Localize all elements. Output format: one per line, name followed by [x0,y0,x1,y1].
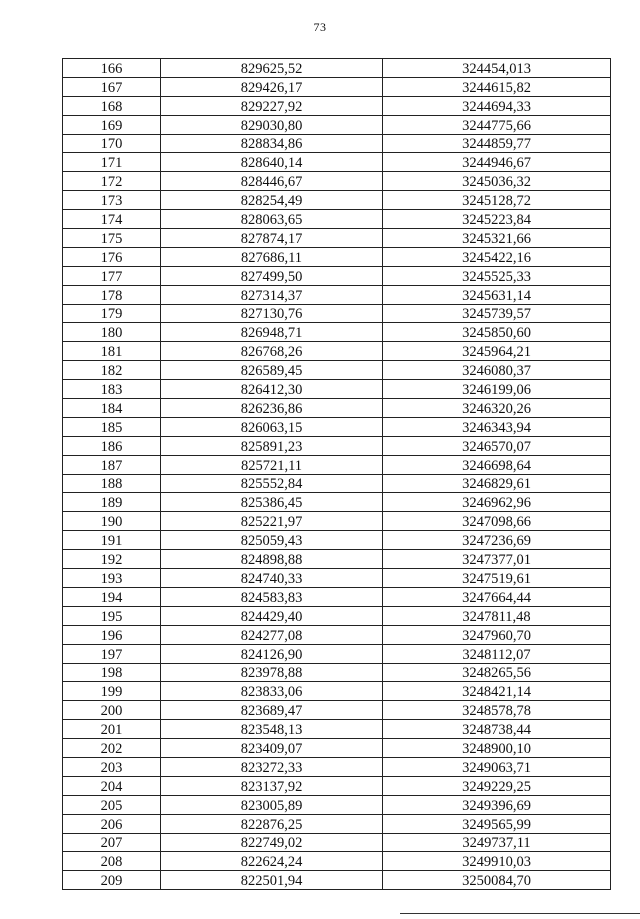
x-coordinate-cell: 829426,17 [161,77,383,96]
x-coordinate-cell: 827130,76 [161,304,383,323]
y-coordinate-cell: 3246962,96 [383,493,611,512]
point-number-cell: 190 [63,512,161,531]
x-coordinate-cell: 824740,33 [161,569,383,588]
x-coordinate-cell: 826412,30 [161,380,383,399]
x-coordinate-cell: 822501,94 [161,871,383,890]
x-coordinate-cell: 822624,24 [161,852,383,871]
y-coordinate-cell: 3250084,70 [383,871,611,890]
table-row [63,550,611,569]
table-row [63,285,611,304]
x-coordinate-cell: 828834,86 [161,134,383,153]
y-coordinate-cell: 3247664,44 [383,587,611,606]
table-row [63,59,611,78]
y-coordinate-cell: 3245631,14 [383,285,611,304]
x-coordinate-cell: 829030,80 [161,115,383,134]
x-coordinate-cell: 827686,11 [161,247,383,266]
table-row [63,134,611,153]
table-row [63,380,611,399]
table-row [63,569,611,588]
table-row [63,531,611,550]
y-coordinate-cell: 3246343,94 [383,417,611,436]
y-coordinate-cell: 3249229,25 [383,776,611,795]
table-row [63,739,611,758]
table-row [63,776,611,795]
point-number-cell: 194 [63,587,161,606]
table-row [63,852,611,871]
y-coordinate-cell: 3249910,03 [383,852,611,871]
x-coordinate-cell: 826948,71 [161,323,383,342]
point-number-cell: 207 [63,833,161,852]
point-number-cell: 208 [63,852,161,871]
page-number: 73 [313,20,327,34]
y-coordinate-cell: 3246570,07 [383,436,611,455]
y-coordinate-cell: 3245422,16 [383,247,611,266]
point-number-cell: 195 [63,606,161,625]
x-coordinate-cell: 827874,17 [161,229,383,248]
x-coordinate-cell: 822876,25 [161,814,383,833]
x-coordinate-cell: 824429,40 [161,606,383,625]
point-number-cell: 197 [63,644,161,663]
table-row [63,191,611,210]
point-number-cell: 175 [63,229,161,248]
table-row [63,115,611,134]
point-number-cell: 178 [63,285,161,304]
table-row [63,436,611,455]
point-number-cell: 179 [63,304,161,323]
x-coordinate-cell: 829625,52 [161,59,383,78]
y-coordinate-cell: 3247236,69 [383,531,611,550]
table-row [63,663,611,682]
table-row [63,644,611,663]
x-coordinate-cell: 828446,67 [161,172,383,191]
x-coordinate-cell: 824583,83 [161,587,383,606]
x-coordinate-cell: 828063,65 [161,210,383,229]
y-coordinate-cell: 3245525,33 [383,266,611,285]
table-row [63,342,611,361]
point-number-cell: 201 [63,720,161,739]
y-coordinate-cell: 3246199,06 [383,380,611,399]
y-coordinate-cell: 3249565,99 [383,814,611,833]
x-coordinate-cell: 829227,92 [161,96,383,115]
point-number-cell: 186 [63,436,161,455]
x-coordinate-cell: 823272,33 [161,757,383,776]
y-coordinate-cell: 3248900,10 [383,739,611,758]
y-coordinate-cell: 3246829,61 [383,474,611,493]
table-row [63,474,611,493]
point-number-cell: 171 [63,153,161,172]
point-number-cell: 193 [63,569,161,588]
y-coordinate-cell: 3246320,26 [383,399,611,418]
y-coordinate-cell: 3244859,77 [383,134,611,153]
y-coordinate-cell: 3245964,21 [383,342,611,361]
table-row [63,493,611,512]
y-coordinate-cell: 3248265,56 [383,663,611,682]
point-number-cell: 192 [63,550,161,569]
table-row [63,455,611,474]
y-coordinate-cell: 3247960,70 [383,625,611,644]
table-row [63,682,611,701]
table-row [63,833,611,852]
x-coordinate-cell: 825891,23 [161,436,383,455]
y-coordinate-cell: 324454,013 [383,59,611,78]
table-row [63,512,611,531]
point-number-cell: 203 [63,757,161,776]
table-row [63,871,611,890]
y-coordinate-cell: 3244694,33 [383,96,611,115]
table-row [63,323,611,342]
x-coordinate-cell: 824126,90 [161,644,383,663]
table-row [63,625,611,644]
point-number-cell: 205 [63,795,161,814]
x-coordinate-cell: 826063,15 [161,417,383,436]
point-number-cell: 191 [63,531,161,550]
point-number-cell: 174 [63,210,161,229]
point-number-cell: 196 [63,625,161,644]
point-number-cell: 188 [63,474,161,493]
y-coordinate-cell: 3245128,72 [383,191,611,210]
point-number-cell: 170 [63,134,161,153]
y-coordinate-cell: 3244775,66 [383,115,611,134]
point-number-cell: 168 [63,96,161,115]
y-coordinate-cell: 3248112,07 [383,644,611,663]
x-coordinate-cell: 823137,92 [161,776,383,795]
y-coordinate-cell: 3245223,84 [383,210,611,229]
coordinate-table [62,58,611,890]
point-number-cell: 198 [63,663,161,682]
table-row [63,247,611,266]
point-number-cell: 187 [63,455,161,474]
y-coordinate-cell: 3244946,67 [383,153,611,172]
table-row [63,77,611,96]
table-row [63,814,611,833]
table-row [63,606,611,625]
x-coordinate-cell: 823005,89 [161,795,383,814]
table-row [63,153,611,172]
table-row [63,210,611,229]
point-number-cell: 202 [63,739,161,758]
x-coordinate-cell: 827314,37 [161,285,383,304]
point-number-cell: 200 [63,701,161,720]
table-row [63,795,611,814]
table-row [63,757,611,776]
y-coordinate-cell: 3247519,61 [383,569,611,588]
y-coordinate-cell: 3249737,11 [383,833,611,852]
x-coordinate-cell: 825059,43 [161,531,383,550]
point-number-cell: 185 [63,417,161,436]
x-coordinate-cell: 826768,26 [161,342,383,361]
x-coordinate-cell: 823833,06 [161,682,383,701]
y-coordinate-cell: 3249396,69 [383,795,611,814]
y-coordinate-cell: 3245321,66 [383,229,611,248]
y-coordinate-cell: 3247098,66 [383,512,611,531]
point-number-cell: 167 [63,77,161,96]
point-number-cell: 180 [63,323,161,342]
table-row [63,701,611,720]
bottom-rule [400,913,640,914]
point-number-cell: 184 [63,399,161,418]
point-number-cell: 182 [63,361,161,380]
table-row [63,720,611,739]
point-number-cell: 169 [63,115,161,134]
x-coordinate-cell: 823689,47 [161,701,383,720]
table-row [63,172,611,191]
x-coordinate-cell: 823409,07 [161,739,383,758]
x-coordinate-cell: 825221,97 [161,512,383,531]
y-coordinate-cell: 3246698,64 [383,455,611,474]
point-number-cell: 199 [63,682,161,701]
table-row [63,266,611,285]
table-row [63,229,611,248]
point-number-cell: 173 [63,191,161,210]
y-coordinate-cell: 3245036,32 [383,172,611,191]
x-coordinate-cell: 826236,86 [161,399,383,418]
point-number-cell: 177 [63,266,161,285]
y-coordinate-cell: 3247811,48 [383,606,611,625]
point-number-cell: 181 [63,342,161,361]
x-coordinate-cell: 822749,02 [161,833,383,852]
y-coordinate-cell: 3246080,37 [383,361,611,380]
x-coordinate-cell: 828254,49 [161,191,383,210]
x-coordinate-cell: 825721,11 [161,455,383,474]
x-coordinate-cell: 825386,45 [161,493,383,512]
table-row [63,587,611,606]
x-coordinate-cell: 827499,50 [161,266,383,285]
point-number-cell: 172 [63,172,161,191]
x-coordinate-cell: 824277,08 [161,625,383,644]
y-coordinate-cell: 3247377,01 [383,550,611,569]
y-coordinate-cell: 3248738,44 [383,720,611,739]
y-coordinate-cell: 3244615,82 [383,77,611,96]
table-row [63,361,611,380]
x-coordinate-cell: 824898,88 [161,550,383,569]
coordinate-table-body [63,59,611,890]
y-coordinate-cell: 3248578,78 [383,701,611,720]
y-coordinate-cell: 3249063,71 [383,757,611,776]
y-coordinate-cell: 3245850,60 [383,323,611,342]
point-number-cell: 204 [63,776,161,795]
x-coordinate-cell: 825552,84 [161,474,383,493]
y-coordinate-cell: 3245739,57 [383,304,611,323]
x-coordinate-cell: 826589,45 [161,361,383,380]
x-coordinate-cell: 823548,13 [161,720,383,739]
point-number-cell: 189 [63,493,161,512]
y-coordinate-cell: 3248421,14 [383,682,611,701]
point-number-cell: 176 [63,247,161,266]
table-row [63,96,611,115]
table-row [63,417,611,436]
x-coordinate-cell: 828640,14 [161,153,383,172]
x-coordinate-cell: 823978,88 [161,663,383,682]
point-number-cell: 209 [63,871,161,890]
table-row [63,304,611,323]
point-number-cell: 206 [63,814,161,833]
table-row [63,399,611,418]
point-number-cell: 183 [63,380,161,399]
point-number-cell: 166 [63,59,161,78]
